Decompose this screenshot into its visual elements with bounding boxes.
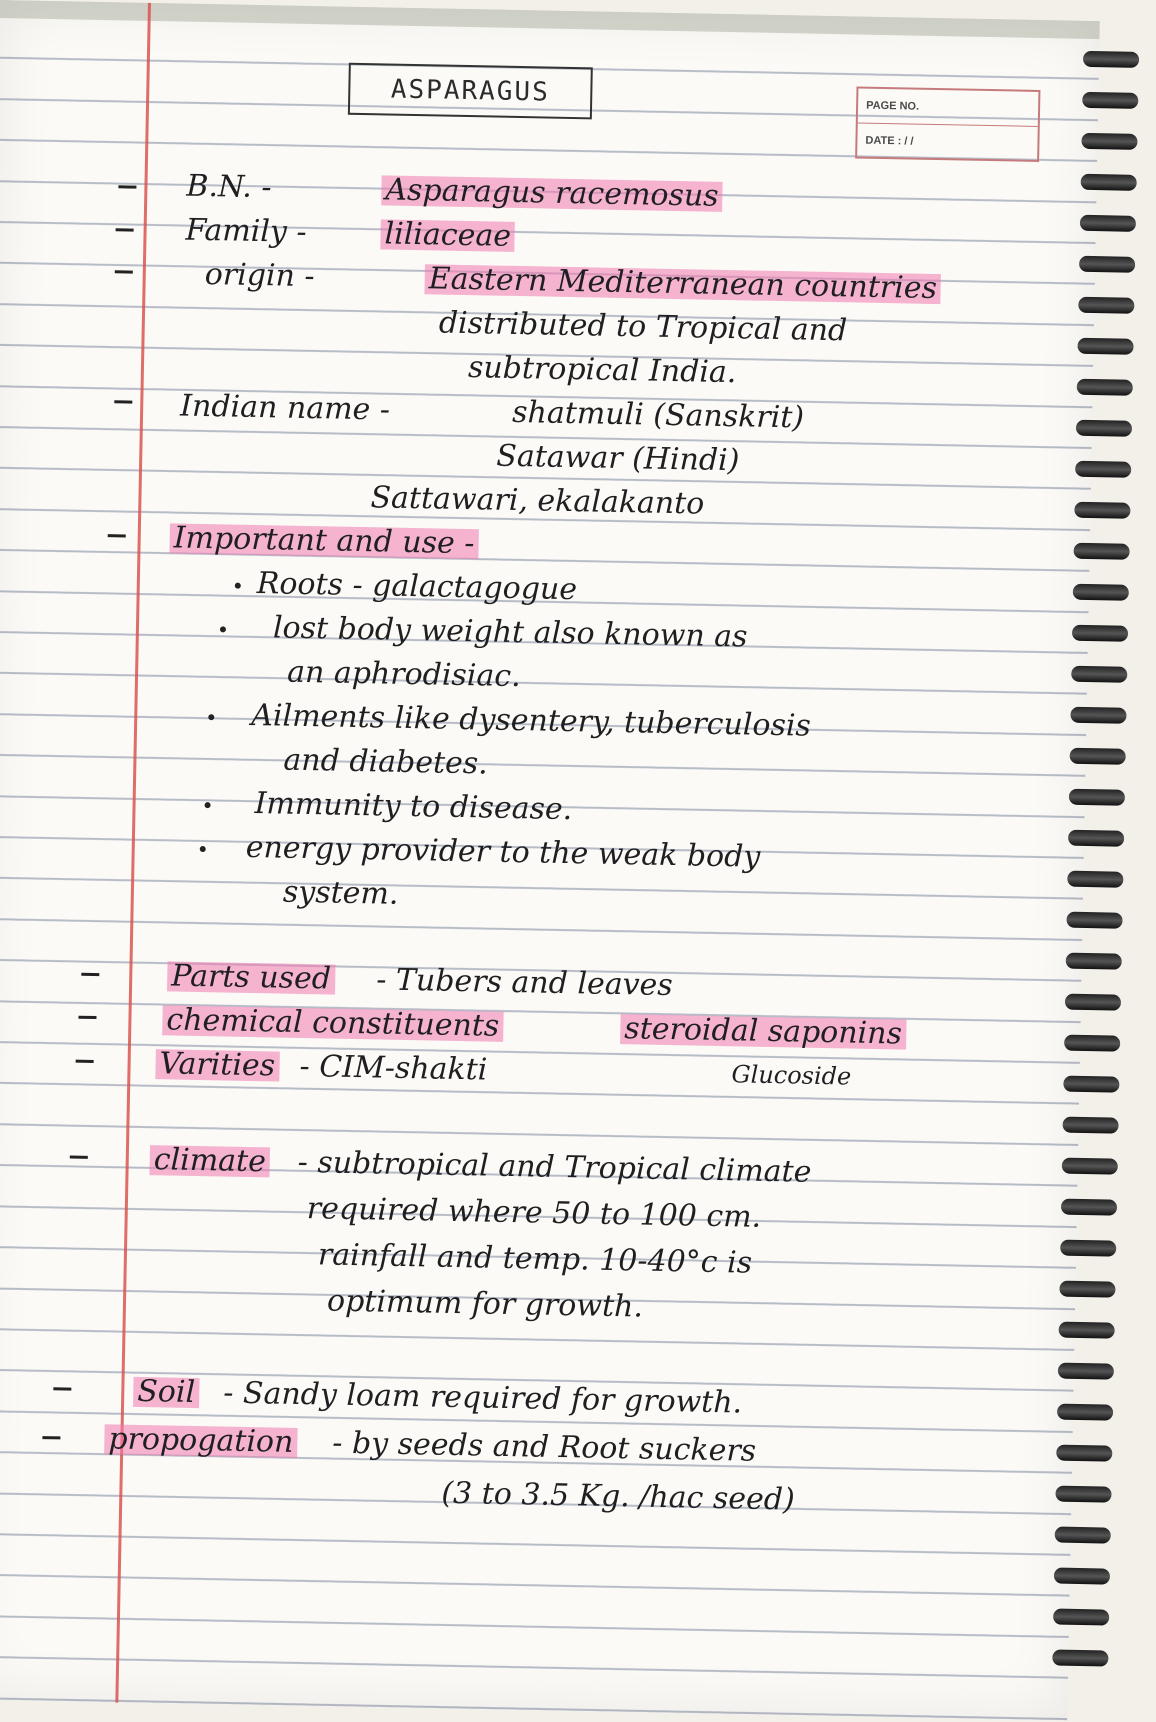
indian-name-1: shatmuli (Sanskrit) [511, 394, 805, 436]
climate-1: - subtropical and Tropical climate [297, 1144, 812, 1190]
climate-3: rainfall and temp. 10-40°c is [317, 1237, 753, 1281]
parts-value: - Tubers and leaves [375, 962, 674, 1004]
page-title: ASPARAGUS [348, 63, 593, 120]
chem-label: chemical constituents [162, 1005, 503, 1042]
indian-name-3: Sattawari, ekalakanto [370, 480, 705, 522]
indian-name-2: Satawar (Hindi) [495, 438, 740, 479]
use-2b: an aphrodisiac. [286, 654, 522, 695]
page-date-box [855, 86, 1040, 162]
margin-dash [53, 1387, 71, 1390]
chem-value-2: Glucoside [731, 1060, 852, 1091]
propogation-value-2: (3 to 3.5 Kg. /hac seed) [441, 1475, 796, 1518]
propogation-label: propogation [104, 1424, 298, 1458]
varities-label: Varities [155, 1049, 279, 1081]
page-no-label: PAGE NO. [866, 99, 920, 113]
margin-dash [76, 1060, 94, 1063]
origin-label: origin - [204, 256, 315, 295]
climate-2: required where 50 to 100 cm. [306, 1191, 762, 1235]
margin-dash [42, 1436, 60, 1439]
use-2a: lost body weight also known as [272, 610, 748, 655]
soil-value: - Sandy loam required for growth. [222, 1375, 743, 1421]
important-label: Important and use - [169, 523, 478, 559]
margin-dash [81, 973, 99, 976]
origin-line-2: distributed to Tropical and [438, 305, 848, 349]
spiral-binding [1051, 51, 1139, 1712]
margin-dash [116, 228, 134, 231]
bullet [205, 802, 211, 808]
bullet [200, 846, 206, 852]
bn-value: Asparagus racemosus [381, 175, 723, 212]
page-top-edge [0, 0, 1100, 39]
margin-dash [118, 185, 136, 188]
bullet [235, 583, 241, 589]
origin-line-3: subtropical India. [467, 350, 737, 391]
bn-label: B.N. - [186, 168, 272, 206]
family-label: Family - [185, 212, 307, 250]
origin-line-1: Eastern Mediterranean countries [424, 264, 941, 304]
bullet [208, 714, 214, 720]
date-label: DATE : / / [857, 122, 1038, 160]
margin-dash [70, 1156, 88, 1159]
varities-value: - CIM-shakti [299, 1048, 488, 1088]
use-1: Roots - galactagogue [256, 566, 578, 608]
use-3a: Ailments like dysentery, tuberculosis [250, 697, 812, 744]
chem-value: steroidal saponins [620, 1014, 906, 1049]
margin-dash [108, 534, 126, 537]
margin-dash [114, 400, 132, 403]
soil-label: Soil [133, 1377, 199, 1408]
parts-label: Parts used [167, 961, 335, 994]
use-5a: energy provider to the weak body [245, 829, 761, 875]
use-5b: system. [282, 874, 399, 912]
climate-label: climate [149, 1145, 270, 1177]
margin-dash [115, 270, 133, 273]
use-4: Immunity to disease. [254, 786, 573, 828]
bullet [220, 626, 226, 632]
margin-dash [78, 1016, 96, 1019]
indian-name-label: Indian name - [179, 388, 391, 428]
propogation-value: - by seeds and Root suckers [332, 1425, 757, 1469]
family-value: liliaceae [380, 219, 515, 252]
use-3b: and diabetes. [283, 742, 489, 782]
climate-4: optimum for growth. [326, 1283, 644, 1325]
